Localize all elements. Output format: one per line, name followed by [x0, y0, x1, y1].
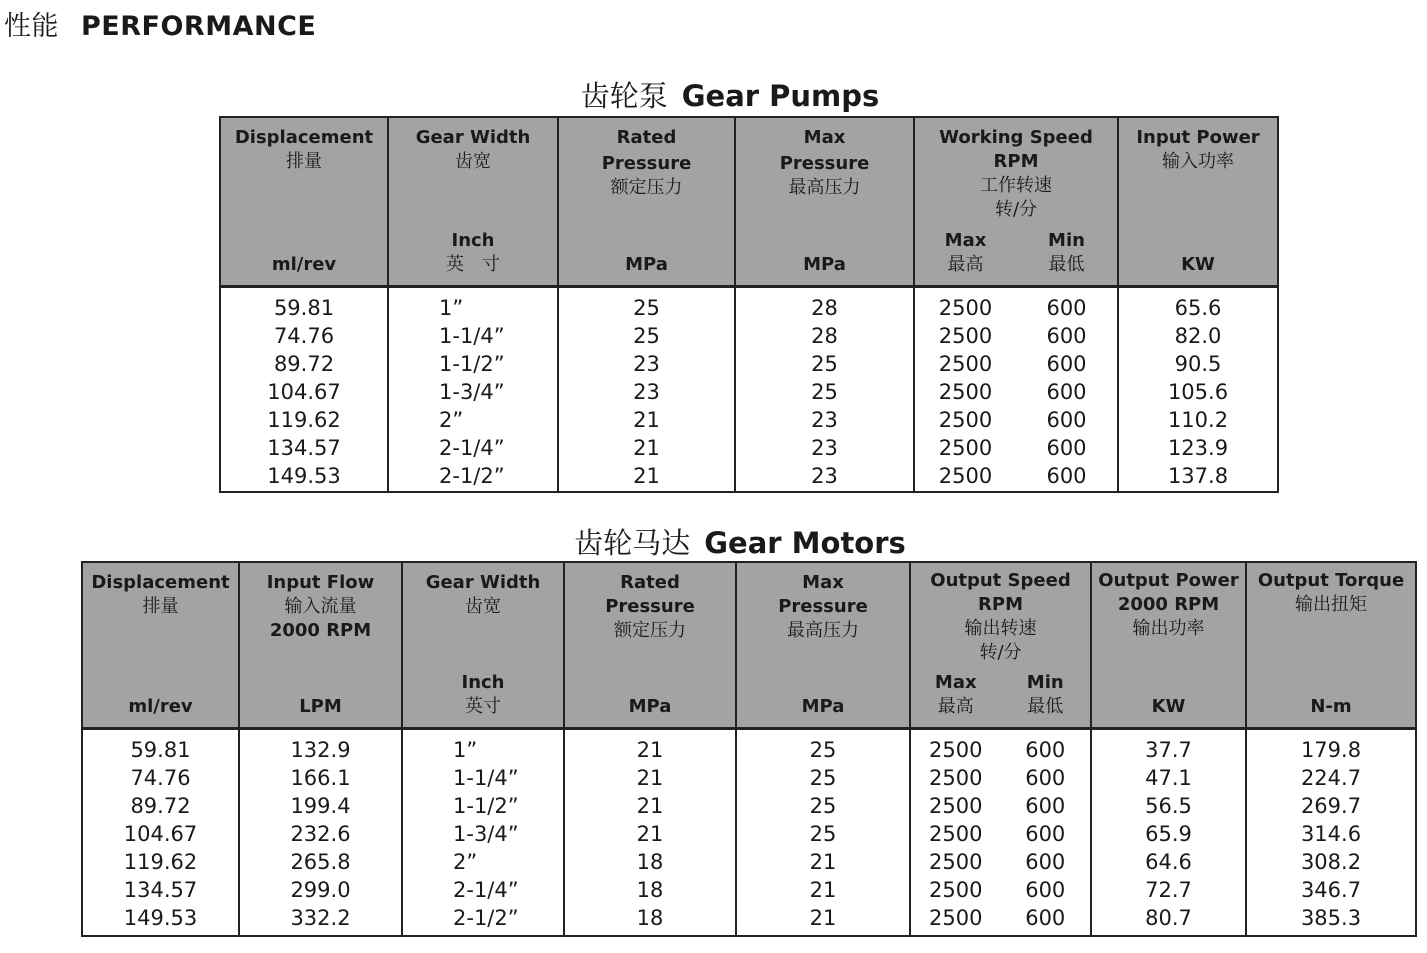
table-cell-value: 2500 [938, 323, 993, 348]
header-label: Working Speed [939, 127, 1093, 148]
table-cell-value: 18 [636, 849, 664, 874]
header-unit: KW [1181, 254, 1215, 275]
pumps-col-rated-pressure [558, 117, 735, 286]
table-cell-value: 134.57 [123, 877, 198, 902]
table-cell-value: 123.9 [1167, 435, 1229, 460]
table-cell-value: 104.67 [267, 379, 341, 404]
pumps-col-gear-width [388, 117, 558, 286]
table-cell-value: 269.7 [1300, 793, 1362, 818]
header-label: Gear Width [425, 572, 541, 593]
header-label: Max [802, 572, 844, 593]
table-cell-value: 104.67 [123, 821, 198, 846]
motors-col-output-power [1091, 562, 1246, 728]
motors-rated-pressure-cell [564, 728, 736, 936]
table-cell-value: 600 [1046, 323, 1087, 348]
table-cell-value: 23 [633, 379, 660, 404]
table-cell-value: 600 [1046, 351, 1087, 376]
header-label: Pressure [779, 153, 870, 174]
header-label: 输入功率 [1162, 151, 1234, 172]
header-label: 最高压力 [787, 620, 859, 641]
table-cell-value: 59.81 [273, 295, 335, 320]
motors-col-displacement [82, 562, 239, 728]
table-cell-value: 25 [811, 379, 838, 404]
header-label: 工作转速 [980, 175, 1052, 196]
table-cell-value: 23 [633, 351, 660, 376]
header-label: Rated [620, 572, 680, 593]
table-cell-value: 2500 [929, 793, 983, 818]
motors-col-output-speed [910, 562, 1091, 728]
table-cell-value: 299.0 [290, 877, 351, 902]
table-cell-value: 74.76 [130, 765, 191, 790]
pumps-col-displacement [220, 117, 388, 286]
header-unit: KW [1151, 696, 1186, 717]
header-unit: 英 寸 [446, 254, 500, 275]
table-cell-value: 308.2 [1300, 849, 1362, 874]
table-cell-value: 72.7 [1145, 877, 1192, 902]
table-cell-value: 82.0 [1174, 323, 1222, 348]
header-unit: ml/rev [271, 254, 337, 275]
pumps-rated-pressure-cell [558, 286, 735, 492]
header-unit: 最高 [937, 696, 974, 717]
table-cell-value: 600 [1025, 849, 1066, 874]
pumps-col-working-speed [914, 117, 1118, 286]
motors-speed-cell [910, 728, 1091, 936]
header-label: 2000 RPM [1117, 594, 1220, 615]
header-unit: MPa [628, 696, 672, 717]
header-label: 最高压力 [788, 177, 861, 198]
table-cell-value: 21 [633, 407, 660, 432]
page-title [4, 4, 316, 43]
table-cell-value: 2500 [938, 295, 993, 320]
motors-col-output-torque [1246, 562, 1416, 728]
header-unit: Inch [451, 230, 495, 251]
table-cell-value: 37.7 [1145, 737, 1192, 762]
header-label: Input Flow [266, 572, 375, 593]
header-unit: MPa [625, 254, 668, 275]
table-cell-value: 25 [809, 737, 837, 762]
table-cell-value: 21 [636, 765, 664, 790]
table-cell-value: 110.2 [1167, 407, 1229, 432]
header-label: Rated [616, 127, 677, 148]
table-cell-value: 199.4 [290, 793, 351, 818]
table-cell-value: 346.7 [1300, 877, 1362, 902]
header-label: Pressure [778, 596, 868, 617]
table-cell-value: 119.62 [267, 407, 341, 432]
table-cell-value: 18 [636, 877, 664, 902]
header-unit: Min [1026, 672, 1064, 693]
table-cell-value: 1-3/4” [439, 379, 505, 404]
table-cell-value: 600 [1046, 379, 1087, 404]
table-cell-value: 600 [1025, 765, 1066, 790]
table-cell-value: 600 [1025, 821, 1066, 846]
table-cell-value: 224.7 [1300, 765, 1362, 790]
header-unit: 最低 [1048, 254, 1085, 275]
table-cell-value: 314.6 [1300, 821, 1362, 846]
table-cell-value: 600 [1025, 877, 1066, 902]
table-cell-value: 232.6 [290, 821, 351, 846]
table-cell-value: 21 [636, 737, 664, 762]
table-cell-value: 132.9 [290, 737, 351, 762]
header-label: 齿宽 [465, 596, 501, 617]
table-cell-value: 1” [453, 737, 478, 762]
table-cell-value: 89.72 [130, 793, 191, 818]
table-cell-value: 600 [1025, 905, 1066, 930]
table-cell-value: 25 [809, 765, 837, 790]
header-label: Pressure [601, 153, 692, 174]
table-cell-value: 2500 [938, 407, 993, 432]
table-cell-value: 2500 [938, 435, 993, 460]
table-cell-value: 166.1 [290, 765, 351, 790]
gear-motors-table [81, 561, 1417, 937]
table-cell-value: 80.7 [1145, 905, 1192, 930]
pumps-title-en: Gear Pumps [681, 79, 880, 113]
header-unit: 最低 [1027, 696, 1064, 717]
table-cell-value: 25 [809, 821, 837, 846]
header-label: RPM [978, 594, 1023, 615]
header-label: 2000 RPM [269, 620, 372, 641]
table-cell-value: 2500 [938, 379, 993, 404]
table-cell-value: 600 [1025, 737, 1066, 762]
pumps-title [520, 74, 940, 115]
table-cell-value: 25 [633, 323, 660, 348]
header-label: Output Power [1098, 570, 1239, 591]
table-cell-value: 47.1 [1145, 765, 1192, 790]
table-cell-value: 2-1/2” [439, 463, 505, 488]
header-unit: MPa [803, 254, 846, 275]
table-cell-value: 600 [1046, 295, 1087, 320]
header-unit: N-m [1310, 696, 1352, 717]
pumps-col-input-power [1118, 117, 1278, 286]
header-label: 排量 [286, 151, 322, 172]
header-label: Output Speed [930, 570, 1071, 591]
table-cell-value: 21 [809, 849, 837, 874]
header-label: 输出扭矩 [1295, 594, 1367, 615]
motors-displacement-cell [82, 728, 239, 936]
table-cell-value: 25 [811, 351, 838, 376]
motors-col-input-flow [239, 562, 402, 728]
motors-title [520, 521, 960, 562]
table-cell-value: 18 [636, 905, 664, 930]
pumps-displacement-cell [220, 286, 388, 492]
header-unit: ml/rev [128, 696, 193, 717]
header-label: Input Power [1136, 127, 1260, 148]
header-unit: LPM [299, 696, 342, 717]
table-cell-value: 2500 [929, 737, 983, 762]
table-cell-value: 137.8 [1167, 463, 1229, 488]
header-label: Pressure [605, 596, 695, 617]
header-unit: Min [1048, 230, 1085, 251]
table-cell-value: 21 [633, 435, 660, 460]
header-label: 转/分 [979, 642, 1022, 663]
motors-output-power-cell [1091, 728, 1246, 936]
table-cell-value: 28 [811, 323, 838, 348]
pumps-speed-cell [914, 286, 1118, 492]
table-cell-value: 89.72 [273, 351, 335, 376]
motors-gear-width-cell [402, 728, 564, 936]
header-unit: MPa [801, 696, 845, 717]
header-label: Displacement [91, 572, 230, 593]
table-cell-value: 600 [1025, 793, 1066, 818]
table-cell-value: 21 [636, 793, 664, 818]
header-unit: Max [944, 230, 987, 251]
table-cell-value: 21 [809, 905, 837, 930]
table-cell-value: 134.57 [267, 435, 341, 460]
table-cell-value: 2” [453, 849, 478, 874]
pumps-title-cn: 齿轮泵 [580, 79, 668, 113]
motors-col-rated-pressure [564, 562, 736, 728]
pumps-max-pressure-cell [735, 286, 914, 492]
pumps-data-row [220, 286, 1278, 492]
table-cell-value: 23 [811, 463, 838, 488]
header-unit: 英寸 [465, 696, 501, 717]
pumps-input-power-cell [1118, 286, 1278, 492]
table-cell-value: 1-1/2” [453, 793, 519, 818]
table-cell-value: 2500 [929, 877, 983, 902]
table-cell-value: 74.76 [273, 323, 335, 348]
table-cell-value: 2-1/4” [439, 435, 505, 460]
header-label: 输出转速 [964, 618, 1037, 639]
table-cell-value: 179.8 [1300, 737, 1362, 762]
table-cell-value: 21 [809, 877, 837, 902]
table-cell-value: 25 [633, 295, 660, 320]
table-cell-value: 385.3 [1300, 905, 1362, 930]
table-cell-value: 1-1/4” [453, 765, 519, 790]
motors-title-cn: 齿轮马达 [574, 526, 691, 560]
table-cell-value: 2-1/4” [453, 877, 519, 902]
header-label: 转/分 [994, 199, 1038, 220]
table-cell-value: 332.2 [290, 905, 351, 930]
table-cell-value: 1” [439, 295, 464, 320]
table-cell-value: 2500 [929, 849, 983, 874]
header-unit: Inch [461, 672, 505, 693]
table-cell-value: 65.6 [1174, 295, 1222, 320]
header-unit: Max [934, 672, 977, 693]
table-cell-value: 28 [811, 295, 838, 320]
header-label: 输出功率 [1132, 618, 1205, 639]
gear-pumps-table [219, 116, 1279, 493]
header-label: 额定压力 [614, 620, 686, 641]
table-cell-value: 149.53 [123, 905, 198, 930]
pumps-gear-width-cell [388, 286, 558, 492]
table-cell-value: 149.53 [267, 463, 341, 488]
table-cell-value: 21 [633, 463, 660, 488]
pumps-header-row [220, 117, 1278, 286]
table-cell-value: 1-1/4” [439, 323, 505, 348]
table-cell-value: 600 [1046, 407, 1087, 432]
table-cell-value: 2500 [938, 463, 993, 488]
page-title-cn: 性能 [4, 11, 59, 42]
page-title-en: PERFORMANCE [81, 11, 317, 42]
header-unit: 最高 [947, 254, 984, 275]
motors-max-pressure-cell [736, 728, 910, 936]
header-label: RPM [993, 151, 1039, 172]
motors-header-row [82, 562, 1416, 728]
header-label: 额定压力 [610, 177, 683, 198]
header-label: 排量 [142, 596, 179, 617]
motors-title-en: Gear Motors [704, 526, 906, 560]
header-label: 齿宽 [455, 151, 491, 172]
table-cell-value: 105.6 [1167, 379, 1229, 404]
table-cell-value: 2500 [938, 351, 993, 376]
header-label: 输入流量 [284, 596, 357, 617]
table-cell-value: 59.81 [130, 737, 191, 762]
table-cell-value: 2-1/2” [453, 905, 519, 930]
header-label: Displacement [234, 127, 374, 148]
motors-col-gear-width [402, 562, 564, 728]
motors-data-row [82, 728, 1416, 936]
table-cell-value: 25 [809, 793, 837, 818]
table-cell-value: 2500 [929, 821, 983, 846]
header-label: Gear Width [415, 127, 531, 148]
table-cell-value: 65.9 [1145, 821, 1192, 846]
motors-output-torque-cell [1246, 728, 1416, 936]
motors-input-flow-cell [239, 728, 402, 936]
header-label: Output Torque [1257, 570, 1405, 591]
table-cell-value: 600 [1046, 463, 1087, 488]
table-cell-value: 23 [811, 435, 838, 460]
motors-col-max-pressure [736, 562, 910, 728]
table-cell-value: 1-1/2” [439, 351, 505, 376]
table-cell-value: 1-3/4” [453, 821, 519, 846]
table-cell-value: 23 [811, 407, 838, 432]
table-cell-value: 265.8 [290, 849, 351, 874]
pumps-col-max-pressure [735, 117, 914, 286]
table-cell-value: 119.62 [123, 849, 198, 874]
table-cell-value: 21 [636, 821, 664, 846]
table-cell-value: 56.5 [1145, 793, 1192, 818]
table-cell-value: 2500 [929, 765, 983, 790]
table-cell-value: 2” [439, 407, 464, 432]
table-cell-value: 2500 [929, 905, 983, 930]
table-cell-value: 64.6 [1145, 849, 1192, 874]
header-label: Max [803, 127, 846, 148]
table-cell-value: 600 [1046, 435, 1087, 460]
table-cell-value: 90.5 [1174, 351, 1222, 376]
